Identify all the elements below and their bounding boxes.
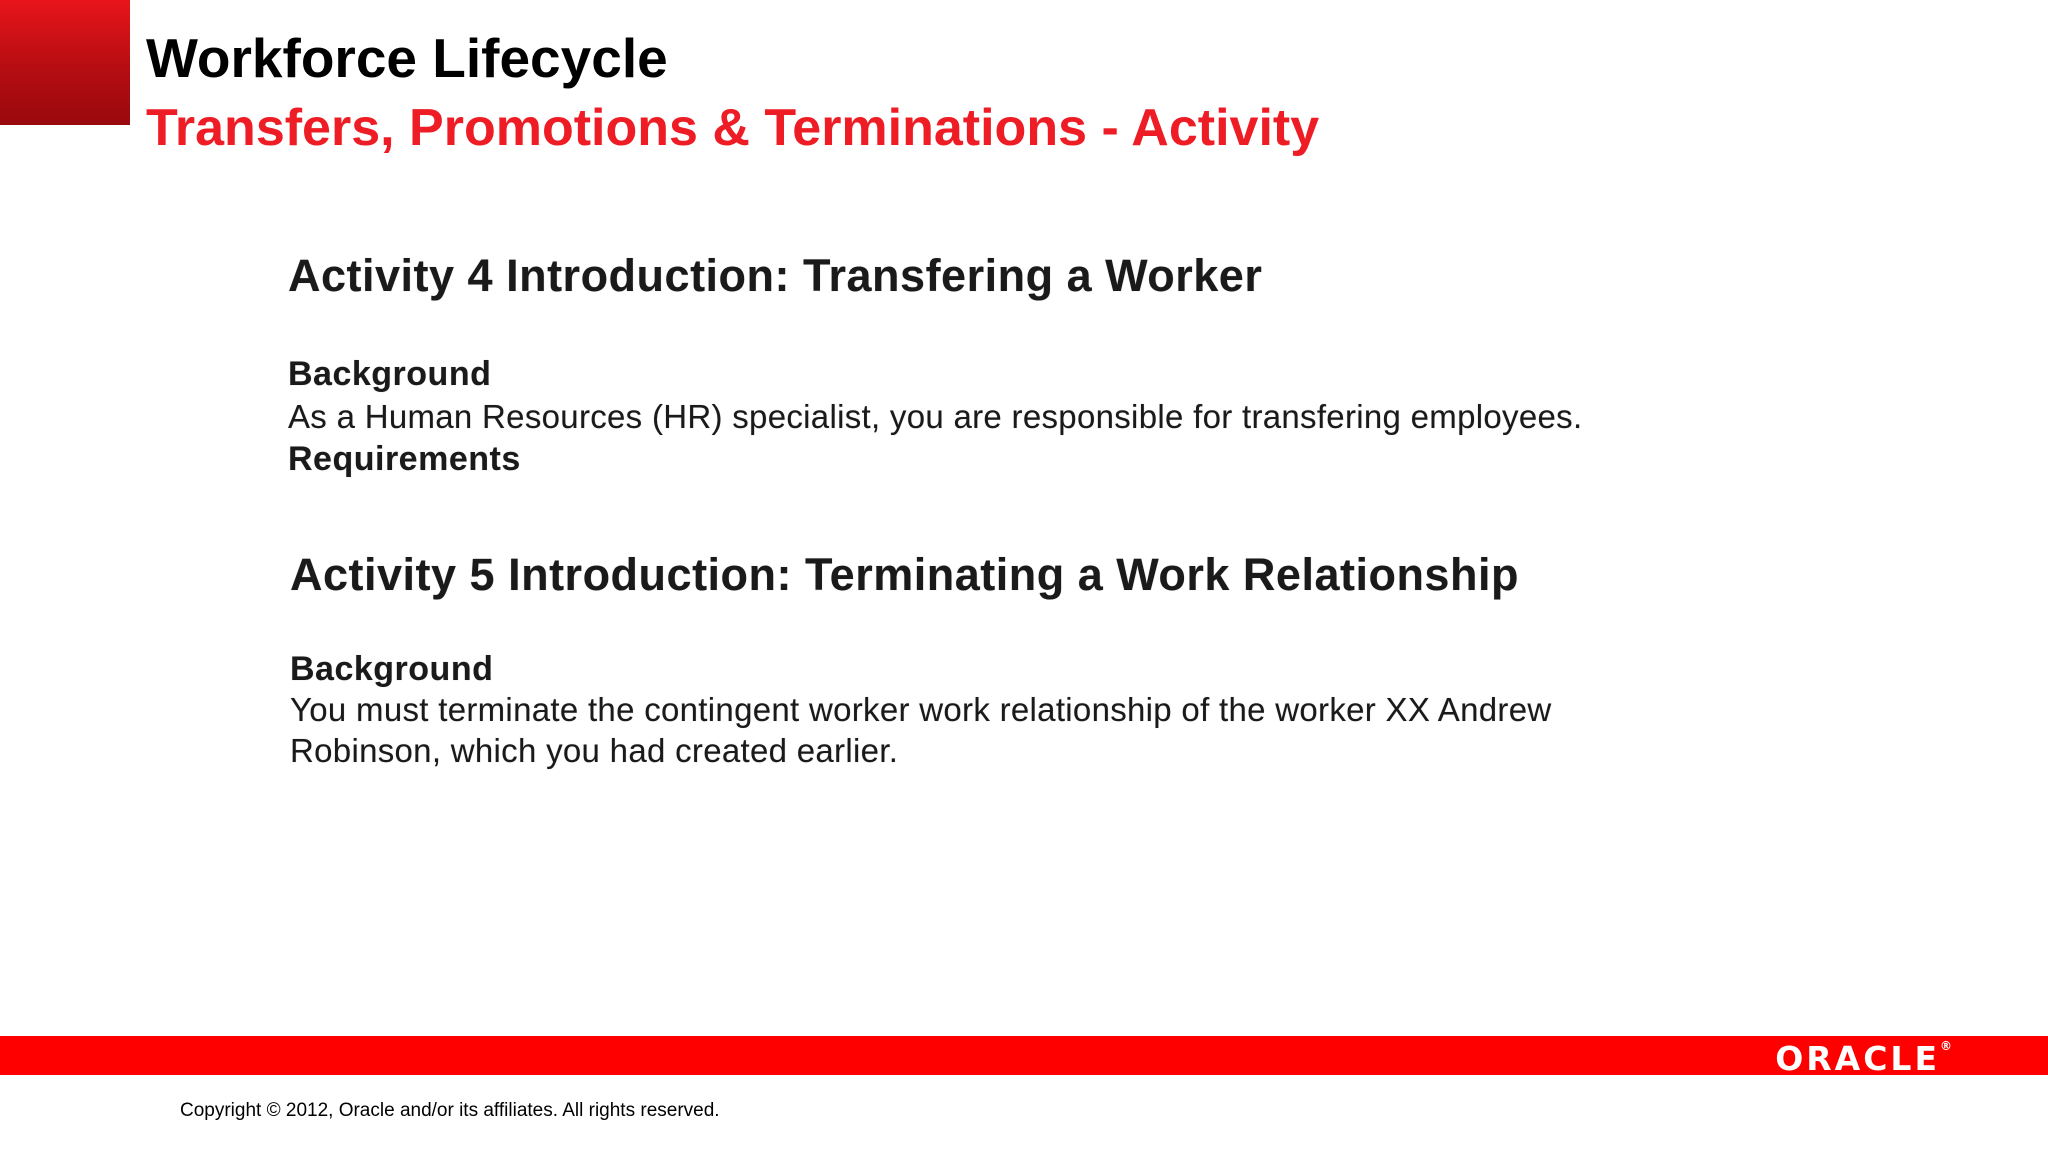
oracle-logo-text: ORACLE <box>1775 1039 1940 1078</box>
oracle-logo <box>1775 1039 1952 1078</box>
activity-5-background-label: Background <box>290 650 494 688</box>
activity-5-heading: Activity 5 Introduction: Terminating a Work Relationship <box>290 549 1519 600</box>
corner-accent-block <box>0 0 130 125</box>
footer-bar <box>0 1036 2048 1075</box>
copyright-notice: Copyright © 2012, Oracle and/or its affiliates. All rights reserved. <box>180 1100 720 1121</box>
slide-title: Workforce Lifecycle <box>146 27 668 89</box>
activity-5-background-text: You must terminate the contingent worker work relationship of the worker XX Andrew Robinson, which you had created earlier. <box>290 691 1552 769</box>
activity-4-background-text: As a Human Resources (HR) specialist, you are responsible for transfering employees. <box>288 398 1583 435</box>
registered-mark: ® <box>1940 1039 1952 1053</box>
activity-4-background-label: Background <box>288 355 492 393</box>
activity-4-heading: Activity 4 Introduction: Transfering a Worker <box>288 250 1263 301</box>
slide-subtitle: Transfers, Promotions & Terminations - Activity <box>146 99 1320 157</box>
activity-4-requirements-label: Requirements <box>288 440 521 478</box>
